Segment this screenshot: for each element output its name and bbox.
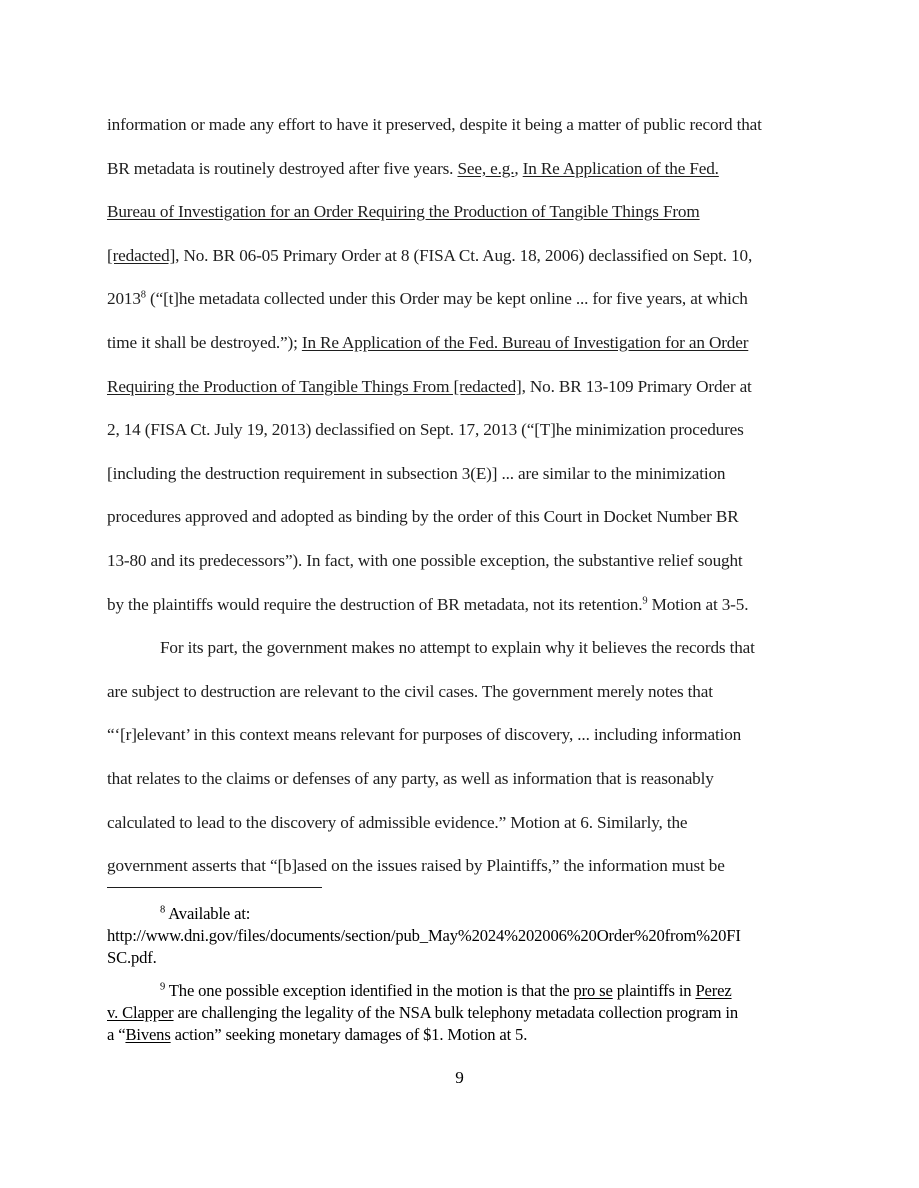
body-line: time it shall be destroyed.”); In Re Application of the Fed. Bureau of Investigation for an Order — [107, 332, 749, 352]
footnote-line: $^9$ The one possible exception identified in the motion is that the pro se plaintiffs in Perez — [160, 981, 732, 1000]
body-line — [107, 190, 814, 234]
body-line: 13-80 and its predecessors”). In fact, with one possible exception, the substantive relief sought — [107, 550, 743, 570]
page-number: 9 — [455, 1068, 464, 1087]
footnote-reference-9: 9 — [642, 594, 648, 606]
body-line: government asserts that “[b]ased on the issues raised by Plaintiffs,” the information must be — [107, 856, 725, 876]
body-line: calculated to lead to the discovery of admissible evidence.” Motion at 6. Similarly, the — [107, 812, 688, 832]
body-paragraph-1 — [107, 103, 814, 626]
body-paragraph-2 — [107, 626, 814, 888]
body-line: “‘[r]elevant’ in this context means relevant for purposes of discovery, ... including information — [107, 725, 742, 745]
footnote-url: http://www.dni.gov/files/documents/section/pub_May%2024%202006%20Order%20from%20FI — [107, 926, 741, 945]
case-citation: Bivens — [125, 1025, 171, 1044]
body-line: BR metadata is routinely destroyed after five years. See, e.g., In Re Application of the Fed. — [107, 158, 719, 178]
footnotes — [107, 903, 817, 1057]
body-line: by the plaintiffs would require the destruction of BR metadata, not its retention.$^9$ Motion at 3-5. — [107, 594, 749, 614]
case-citation: Perez — [695, 981, 732, 1000]
case-citation: Bureau of Investigation for an Order Requiring the Production of Tangible Things From — [107, 202, 700, 222]
footnote-8 — [107, 903, 817, 969]
footnote-9 — [107, 980, 817, 1046]
footnote-line: v. Clapper are challenging the legality of the NSA bulk telephony metadata collection program in — [107, 1003, 739, 1022]
footnote-line: SC.pdf. — [107, 948, 157, 967]
footnote-separator — [107, 887, 322, 888]
case-citation: In Re Application of the Fed. Bureau of Investigation for an Order — [301, 332, 749, 352]
citation-signal: See, e.g. — [457, 158, 515, 178]
body-line: [including the destruction requirement in subsection 3(E)] ... are similar to the minimization — [107, 463, 726, 483]
case-citation: [redacted] — [107, 245, 176, 265]
footnote-number: 8 — [160, 904, 166, 916]
body-line: 2, 14 (FISA Ct. July 19, 2013) declassified on Sept. 17, 2013 (“[T]he minimization procedures — [107, 420, 744, 440]
case-citation: v. Clapper — [107, 1003, 174, 1022]
footnote-reference-8: 8 — [140, 289, 146, 301]
body-line: information or made any effort to have it preserved, despite it being a matter of public record that — [107, 115, 762, 134]
footnote-line: $^8$ Available at: — [160, 904, 251, 923]
body-line: Requiring the Production of Tangible Things From [redacted], No. BR 13-109 Primary Order at — [107, 376, 752, 396]
latin-term: pro se — [573, 981, 613, 1000]
body-line: that relates to the claims or defenses of any party, as well as information that is reasonably — [107, 768, 714, 788]
body-line: 2013$^8$ (“[t]he metadata collected under this Order may be kept online ... for five years, at which — [107, 289, 748, 309]
footnote-number: 9 — [160, 981, 166, 993]
footnote-line: a “Bivens action” seeking monetary damages of $1. Motion at 5. — [107, 1025, 528, 1044]
body-line: [redacted], No. BR 06-05 Primary Order at 8 (FISA Ct. Aug. 18, 2006) declassified on Sept. 10, — [107, 245, 753, 265]
body-line: are subject to destruction are relevant to the civil cases. The government merely notes that — [107, 681, 713, 701]
body-line: For its part, the government makes no attempt to explain why it believes the records that — [160, 638, 755, 658]
body-line: procedures approved and adopted as binding by the order of this Court in Docket Number BR — [107, 507, 739, 527]
case-citation: Requiring the Production of Tangible Things From [redacted] — [107, 376, 522, 396]
case-citation: In Re Application of the Fed. — [522, 158, 719, 178]
